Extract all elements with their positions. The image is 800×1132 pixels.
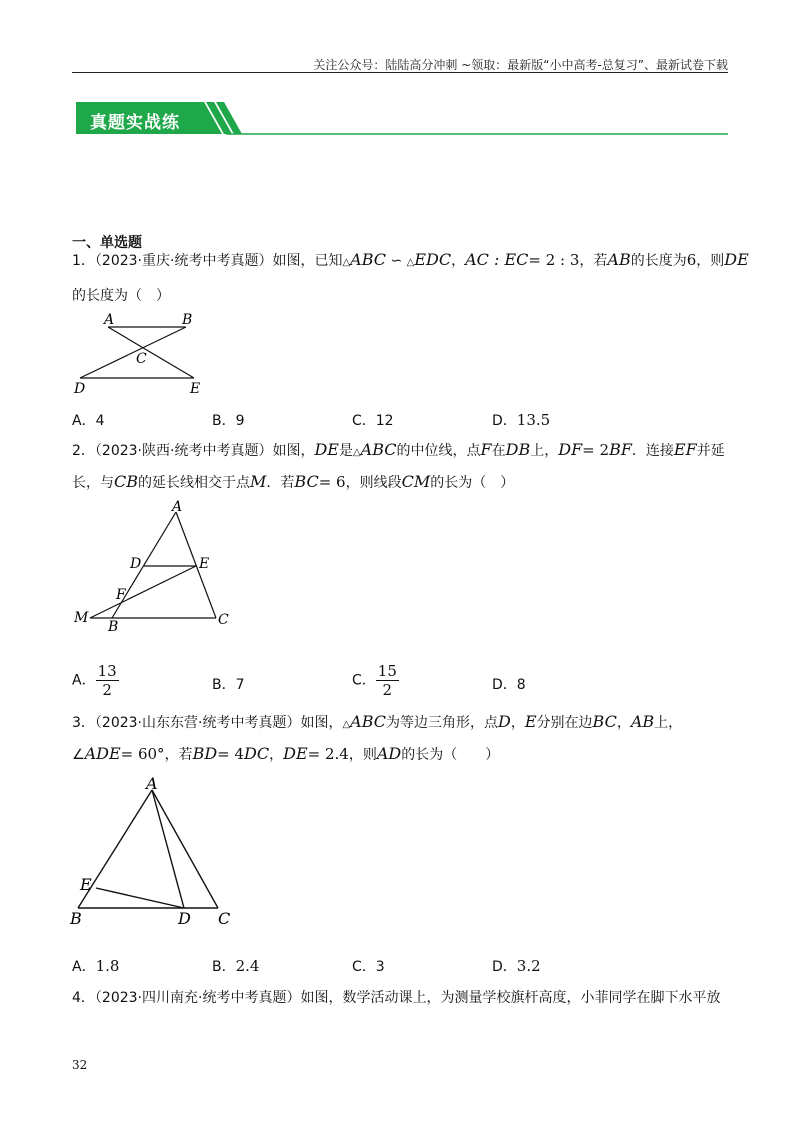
- q3-de: DE: [283, 744, 308, 763]
- q2-figure: [72, 500, 242, 635]
- question-1-line-2: 的长度为（ ）: [72, 288, 170, 304]
- q1-ab: AB: [607, 250, 631, 269]
- q2-text: 是: [338, 443, 353, 459]
- question-2-line-1: [72, 440, 725, 463]
- q2-option-a-fraction: [96, 662, 119, 699]
- q1-option-d[interactable]: [492, 410, 550, 430]
- q2-text: 的延长线相交于点: [138, 475, 250, 491]
- q1-option-a[interactable]: A．4: [72, 413, 105, 429]
- q1-length: 6: [686, 251, 697, 269]
- denominator: 2: [382, 681, 393, 699]
- page-header-text: 关注公众号：陆陆高分冲刺 ~领取：最新版“小中高考-总复习”、最新试卷下载: [313, 58, 728, 72]
- q3-text: 上，: [654, 715, 683, 731]
- q4-number: 4．: [72, 990, 95, 1006]
- angle-symbol: ∠: [72, 747, 85, 763]
- q2-option-b[interactable]: B．7: [212, 677, 245, 693]
- q2-label-e: E: [199, 556, 210, 572]
- q1-text: 的长度为: [630, 253, 687, 269]
- q1-option-d-value: 13.5: [516, 411, 551, 429]
- q3-ade: ADE: [84, 744, 121, 763]
- q2-source: （2023·陕西·统考中考真题）: [94, 443, 273, 459]
- q3-option-b[interactable]: [212, 956, 259, 976]
- q3-d: D: [498, 712, 511, 731]
- q2-label-b: B: [108, 619, 119, 635]
- q3-option-c[interactable]: C．3: [352, 959, 385, 975]
- q2-text: 上，: [530, 443, 559, 459]
- section-title: 一、单选题: [72, 235, 142, 251]
- q2-option-a-label: A．: [72, 672, 96, 689]
- q2-text: 如图，: [272, 443, 315, 459]
- q3-comma: ，: [616, 715, 631, 731]
- triangle-symbol: △: [342, 719, 351, 730]
- q2-text: 并延: [696, 443, 725, 459]
- q3-text: ，则: [348, 747, 377, 763]
- q4-text: 如图，数学活动课上，为测量学校旗杆高度，小菲同学在脚下水平放: [300, 990, 721, 1006]
- q1-text: ，则: [696, 253, 725, 269]
- q3-comma: ，: [510, 715, 525, 731]
- q2-ef: EF: [673, 440, 697, 459]
- numerator: 15: [377, 662, 397, 680]
- q4-source: （2023·四川南充·统考中考真题）: [94, 990, 301, 1006]
- q3-e: E: [524, 712, 537, 731]
- q1-label-d: D: [74, 381, 86, 396]
- q1-comma: ，: [451, 253, 466, 269]
- q2-eq: = 2: [582, 441, 610, 459]
- numerator: 13: [97, 662, 117, 680]
- q3-label-a: A: [146, 774, 158, 793]
- q1-figure: [72, 312, 212, 396]
- q2-bf: BF: [609, 440, 632, 459]
- q3-text: 为等边三角形，点: [386, 715, 499, 731]
- q1-option-d-label: D．: [492, 413, 517, 429]
- q2-label-a: A: [172, 500, 183, 515]
- question-4-line-1: [72, 988, 720, 1008]
- q2-text: 长，与: [72, 475, 114, 491]
- question-3-line-2: [72, 744, 499, 765]
- q2-text: ．若: [266, 475, 295, 491]
- q2-option-c-label: C．: [352, 672, 376, 689]
- question-1-line-1: [72, 250, 749, 273]
- q3-angle-value: = 60°: [120, 745, 165, 763]
- q2-f: F: [480, 440, 492, 459]
- q2-option-a[interactable]: [72, 662, 119, 699]
- q3-option-d-label: D．: [492, 959, 517, 975]
- q2-option-c-fraction: [376, 662, 399, 699]
- q1-label-e: E: [190, 381, 201, 396]
- q2-m: M: [250, 472, 267, 491]
- q3-option-a[interactable]: [72, 956, 119, 976]
- q3-label-c: C: [218, 909, 231, 928]
- q2-de: DE: [314, 440, 339, 459]
- q2-eq2: = 6: [318, 473, 346, 491]
- q1-text: ，若: [579, 253, 608, 269]
- q3-comma: ，: [269, 747, 284, 763]
- triangle-symbol: △: [406, 257, 415, 268]
- q1-text: 如图，已知: [272, 253, 343, 269]
- question-3-line-1: [72, 712, 682, 735]
- page-number: 32: [72, 1058, 88, 1072]
- q2-text: ，则线段: [345, 475, 402, 491]
- q2-label-c: C: [218, 612, 229, 628]
- q1-de: DE: [724, 250, 749, 269]
- q3-figure: [66, 772, 246, 930]
- q3-eq3: = 2.4: [307, 745, 349, 763]
- q3-text: 如图，: [300, 715, 343, 731]
- q2-label-d: D: [130, 556, 142, 572]
- q3-ad: AD: [376, 744, 402, 763]
- q2-number: 2．: [72, 443, 95, 459]
- q3-abc: ABC: [350, 712, 387, 731]
- q3-eq2: = 4: [217, 745, 245, 763]
- denominator: 2: [102, 681, 112, 699]
- q3-bc: BC: [592, 712, 617, 731]
- q3-ab: AB: [630, 712, 655, 731]
- q2-text: 的长为（ ）: [430, 475, 515, 491]
- q3-option-d-value: 3.2: [516, 957, 541, 975]
- q3-label-d: D: [178, 909, 191, 928]
- q3-dc: DC: [244, 744, 270, 763]
- q2-option-c[interactable]: [352, 662, 399, 699]
- triangle-symbol: △: [342, 257, 351, 268]
- q1-label-b: B: [182, 312, 193, 328]
- q3-label-b: B: [70, 909, 82, 928]
- q2-cm: CM: [401, 472, 431, 491]
- question-2-line-2: [72, 472, 514, 493]
- q2-text: 的中位线，点: [396, 443, 481, 459]
- header-divider: [72, 72, 728, 73]
- q3-option-d[interactable]: [492, 956, 541, 976]
- q2-text: ．连接: [631, 443, 674, 459]
- q1-label-c: C: [136, 351, 147, 367]
- q1-option-c[interactable]: C．12: [352, 413, 394, 429]
- q1-label-a: A: [104, 312, 115, 328]
- q1-edc: EDC: [414, 250, 452, 269]
- q2-cb: CB: [114, 472, 138, 491]
- q1-option-b[interactable]: B．9: [212, 413, 245, 429]
- q3-text: 分别在边: [536, 715, 593, 731]
- q3-source: （2023·山东东营·统考中考真题）: [94, 715, 301, 731]
- q1-ratio: AC : EC: [465, 250, 529, 269]
- q1-source: （2023·重庆·统考中考真题）: [94, 253, 273, 269]
- q1-number: 1．: [72, 253, 95, 269]
- q3-text: ，若: [164, 747, 193, 763]
- q3-number: 3．: [72, 715, 95, 731]
- q2-df: DF: [558, 440, 583, 459]
- q3-option-b-value: 2.4: [235, 957, 260, 975]
- q2-bc: BC: [294, 472, 319, 491]
- q3-text: 的长为（ ）: [401, 747, 500, 763]
- q3-label-e: E: [80, 875, 92, 894]
- q1-abc: ABC: [350, 250, 387, 269]
- triangle-symbol: △: [352, 447, 361, 458]
- similar-symbol: ∽: [390, 253, 403, 269]
- q3-bd: BD: [192, 744, 218, 763]
- q1-ratio-value: = 2 : 3: [528, 251, 580, 269]
- q2-option-d[interactable]: D．8: [492, 677, 526, 693]
- q2-label-f: F: [116, 587, 126, 603]
- banner-title: 真题实战练: [90, 113, 180, 133]
- q2-abc: ABC: [360, 440, 397, 459]
- q2-label-m: M: [74, 610, 89, 626]
- q3-option-a-value: 1.8: [95, 957, 120, 975]
- q3-option-a-label: A．: [72, 959, 96, 975]
- q3-option-b-label: B．: [212, 959, 236, 975]
- q2-db: DB: [505, 440, 531, 459]
- q2-text: 在: [491, 443, 506, 459]
